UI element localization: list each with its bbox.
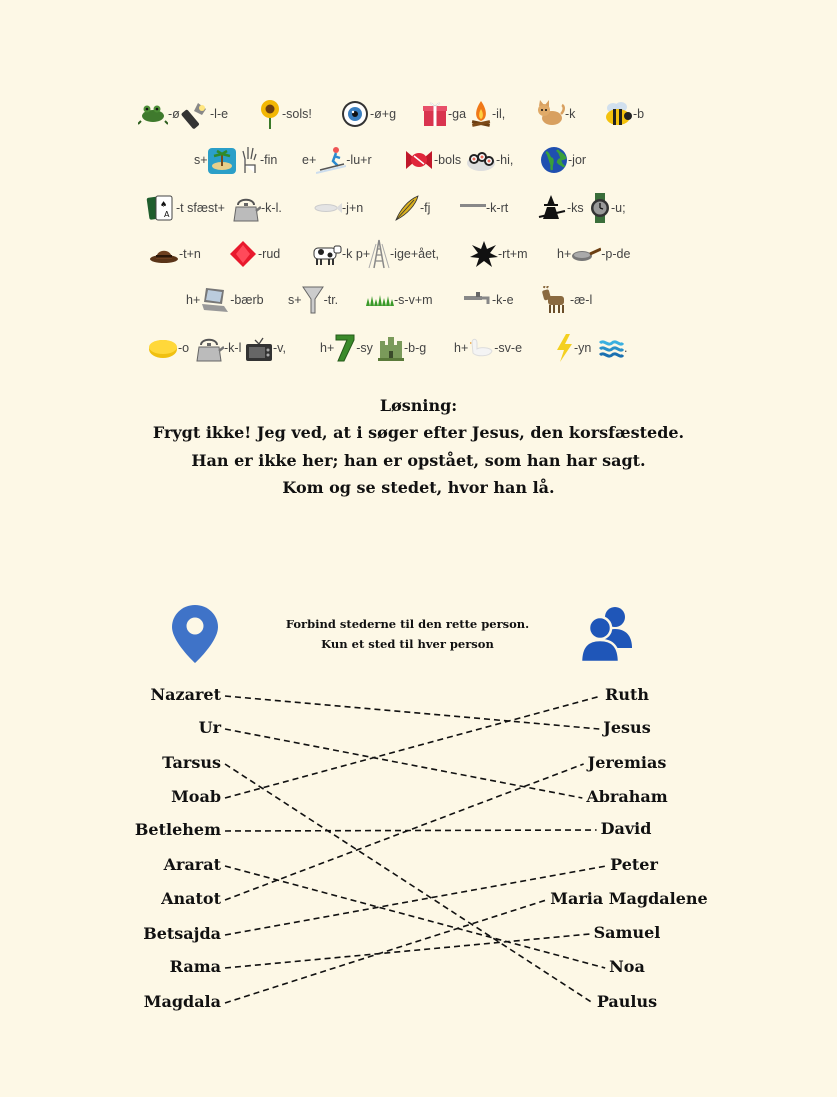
rebus-prefix: s+ — [194, 153, 208, 167]
rebus-text: -rud — [258, 247, 281, 261]
instruction-line: Kun et sted til hver person — [321, 637, 494, 651]
rebus-text: -l-e — [210, 107, 229, 121]
rebus-text: -s-v+m — [394, 293, 433, 307]
rebus-text: -ige+ået, — [390, 247, 439, 261]
rebus-prefix: h+ — [186, 293, 201, 307]
rebus-text: -ø — [168, 107, 180, 121]
rebus-text: -hi, — [496, 153, 514, 167]
place-tarsus: Tarsus — [162, 753, 221, 772]
svg-text:♠: ♠ — [160, 200, 168, 209]
place-betlehem: Betlehem — [134, 820, 221, 839]
rebus-text: -o — [178, 341, 190, 355]
rebus-text: -bols — [434, 153, 462, 167]
rebus-text: -tr. — [323, 293, 339, 307]
solution-line: Kom og se stedet, hvor han lå. — [282, 478, 555, 497]
rebus-text: -b-g — [404, 341, 427, 355]
svg-text:A: A — [164, 210, 170, 219]
rebus-text: -t sfæst+ — [176, 201, 225, 215]
place-ararat: Ararat — [163, 855, 221, 874]
place-moab: Moab — [171, 787, 221, 806]
rebus-text: . — [624, 341, 628, 355]
rebus-text: -il, — [492, 107, 506, 121]
rebus-text: -sv-e — [494, 341, 523, 355]
rebus-text: -sols! — [282, 107, 312, 121]
rebus-text: -ø+g — [370, 107, 397, 121]
rebus-text: -fin — [260, 153, 278, 167]
place-anatot: Anatot — [161, 889, 221, 908]
person-noa: Noa — [609, 957, 645, 976]
rebus-text: -b — [633, 107, 645, 121]
person-ruth: Ruth — [605, 685, 649, 704]
rebus-text: -ga — [448, 107, 467, 121]
rebus-text: -k-l. — [261, 201, 282, 215]
rebus-text: -k p+ — [342, 247, 371, 261]
person-paulus: Paulus — [596, 992, 658, 1011]
person-abraham: Abraham — [586, 787, 668, 806]
person-samuel: Samuel — [593, 923, 661, 942]
rebus-text: -u; — [611, 201, 626, 215]
rebus-text: -t+n — [179, 247, 201, 261]
person-jesus: Jesus — [603, 718, 651, 737]
rebus-text: -k-rt — [486, 201, 509, 215]
place-rama: Rama — [169, 957, 221, 976]
rebus-text: -ks — [567, 201, 584, 215]
rebus-prefix: h+ — [557, 247, 572, 261]
rebus-text: -æ-l — [570, 293, 593, 307]
rebus-text: -fj — [420, 201, 431, 215]
rebus-prefix: h+ — [454, 341, 469, 355]
rebus-text: -j+n — [342, 201, 364, 215]
place-betsajda: Betsajda — [143, 924, 221, 943]
place-ur: Ur — [198, 718, 221, 737]
rebus-text: -sy — [356, 341, 373, 355]
instruction-line: Forbind stederne til den rette person. — [285, 617, 530, 631]
connection-line — [225, 696, 601, 798]
rebus-text: -jor — [568, 153, 587, 167]
solution-title: Løsning: — [379, 396, 458, 415]
rebus-text: -p-de — [601, 247, 631, 261]
rebus-text: -rt+m — [498, 247, 528, 261]
connection-line — [225, 866, 605, 968]
solution-line: Frygt ikke! Jeg ved, at i søger efter Jesus, den korsfæstede. — [152, 423, 685, 442]
rebus-prefix: e+ — [302, 153, 317, 167]
rebus-prefix: s+ — [288, 293, 302, 307]
rebus-text: -bærb — [230, 293, 264, 307]
rebus-text: -k-l — [224, 341, 242, 355]
connection-line — [225, 900, 546, 1003]
person-david: David — [600, 819, 652, 838]
person-jeremias: Jeremias — [587, 753, 667, 772]
rebus-text: -k — [565, 107, 576, 121]
rebus-text: -yn — [574, 341, 592, 355]
rebus-prefix: h+ — [320, 341, 335, 355]
person-peter: Peter — [610, 855, 658, 874]
solution-line: Han er ikke her; han er opstået, som han har sagt. — [191, 451, 646, 470]
rebus-text: -lu+r — [346, 153, 372, 167]
rebus-text: -v, — [273, 341, 286, 355]
rebus-text: -k-e — [492, 293, 514, 307]
place-magdala: Magdala — [143, 992, 221, 1011]
person-maria-magdalene: Maria Magdalene — [550, 889, 708, 908]
place-nazaret: Nazaret — [150, 685, 221, 704]
